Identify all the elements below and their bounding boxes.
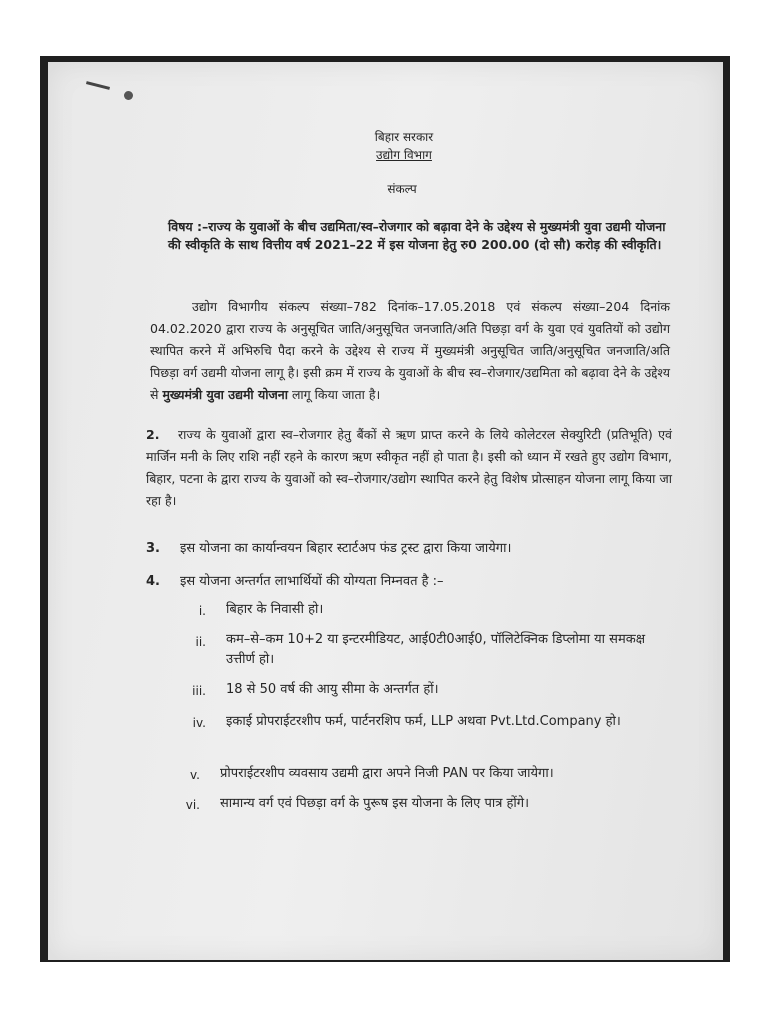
scheme-name: मुख्यमंत्री युवा उद्यमी योजना — [162, 387, 288, 402]
eligibility-number: iv. — [192, 716, 206, 730]
department-title: उद्योग विभाग — [376, 148, 432, 162]
eligibility-item: कम–से–कम 10+2 या इन्टरमीडियट, आई0टी0आई0, पॉलिटेक्निक डिप्लोमा या समकक्ष उत्तीर्ण हो। — [226, 632, 646, 667]
government-title: बिहार सरकार — [374, 130, 434, 144]
eligibility-item: इकाई प्रोपराईटरशीप फर्म, पार्टनरशिप फर्म, LLP अथवा Pvt.Ltd.Company हो। — [226, 714, 621, 729]
subject-text: राज्य के युवाओं के बीच उद्यमिता/स्व–रोजगार को बढ़ावा देने के उद्देश्य से मुख्यमंत्री युवा उद्यमी योजना की स्वीकृति के साथ वित्तीय वर्ष 2021–22 में इस योजना हेतु रु0 200.00 (दो सौ) करोड़ की स्वीकृति। — [168, 219, 666, 252]
eligibility-number: i. — [198, 604, 206, 618]
eligibility-number: vi. — [185, 798, 200, 812]
paragraph-3-text: इस योजना का कार्यान्वयन बिहार स्टार्टअप फंड ट्रस्ट द्वारा किया जायेगा। — [180, 541, 512, 556]
paragraph-2-number: 2. — [146, 427, 160, 442]
document-type: संकल्प — [387, 182, 417, 196]
bottom-margin — [0, 962, 768, 1024]
eligibility-item: सामान्य वर्ग एवं पिछड़ा वर्ग के पुरूष इस योजना के लिए पात्र होंगे। — [220, 796, 530, 811]
eligibility-number: ii. — [195, 635, 206, 649]
paragraph-2-text: राज्य के युवाओं द्वारा स्व–रोजगार हेतु बैंकों से ऋण प्राप्त करने के लिये कोलेटरल सेक्युरिटी (प्रतिभूति) एवं मार्जिन मनी के लिए राशि नहीं रहने के कारण ऋण स्वीकृत नहीं हो पाता है। इसी को ध्यान में रखते हुए उद्योग विभाग, बिहार, पटना के द्वारा राज्य के युवाओं को स्व–रोजगार/उद्योग स्थापित करने हेतु विशेष प्रोत्साहन योजना लागू किया जा रहा है। — [146, 427, 672, 508]
paragraph-1-tail: लागू किया जाता है। — [287, 387, 381, 402]
subject-label: विषय :– — [168, 219, 209, 234]
top-margin — [0, 0, 768, 62]
eligibility-number: iii. — [192, 684, 206, 698]
paragraph-1 — [150, 296, 670, 406]
paragraph-4 — [146, 571, 676, 589]
eligibility-item: 18 से 50 वर्ष की आयु सीमा के अन्तर्गत हों। — [226, 682, 439, 697]
paragraph-4-number: 4. — [146, 574, 160, 589]
paragraph-3 — [146, 538, 676, 556]
paragraph-4-text: इस योजना अन्तर्गत लाभार्थियों की योग्यता निम्नवत है :– — [180, 574, 444, 589]
punch-hole — [124, 91, 133, 100]
paragraph-3-number: 3. — [146, 541, 160, 556]
paragraph-2 — [146, 424, 672, 512]
paragraph-1-text: उद्योग विभागीय संकल्प संख्या–782 दिनांक–17.05.2018 एवं संकल्प संख्या–204 दिनांक 04.02.2020 द्वारा राज्य के अनुसूचित जाति/अनुसूचित जनजाति/अति पिछड़ा वर्ग के युवा एवं युवतियों को उद्योग स्थापित करने में अभिरुचि पैदा करने के उद्देश्य से राज्य में मुख्यमंत्री अनुसूचित जाति/अनुसूचित जनजाति/अति पिछड़ा वर्ग उद्यमी योजना लागू है। इसी क्रम में राज्य के युवाओं के बीच स्व–रोजगार/उद्यमिता को बढ़ावा देने के उद्देश्य से — [150, 299, 670, 402]
subject-block — [168, 218, 668, 254]
eligibility-item: प्रोपराईटरशीप व्यवसाय उद्यमी द्वारा अपने निजी PAN पर किया जायेगा। — [220, 766, 554, 781]
eligibility-item: बिहार के निवासी हो। — [226, 602, 324, 617]
eligibility-number: v. — [190, 768, 200, 782]
